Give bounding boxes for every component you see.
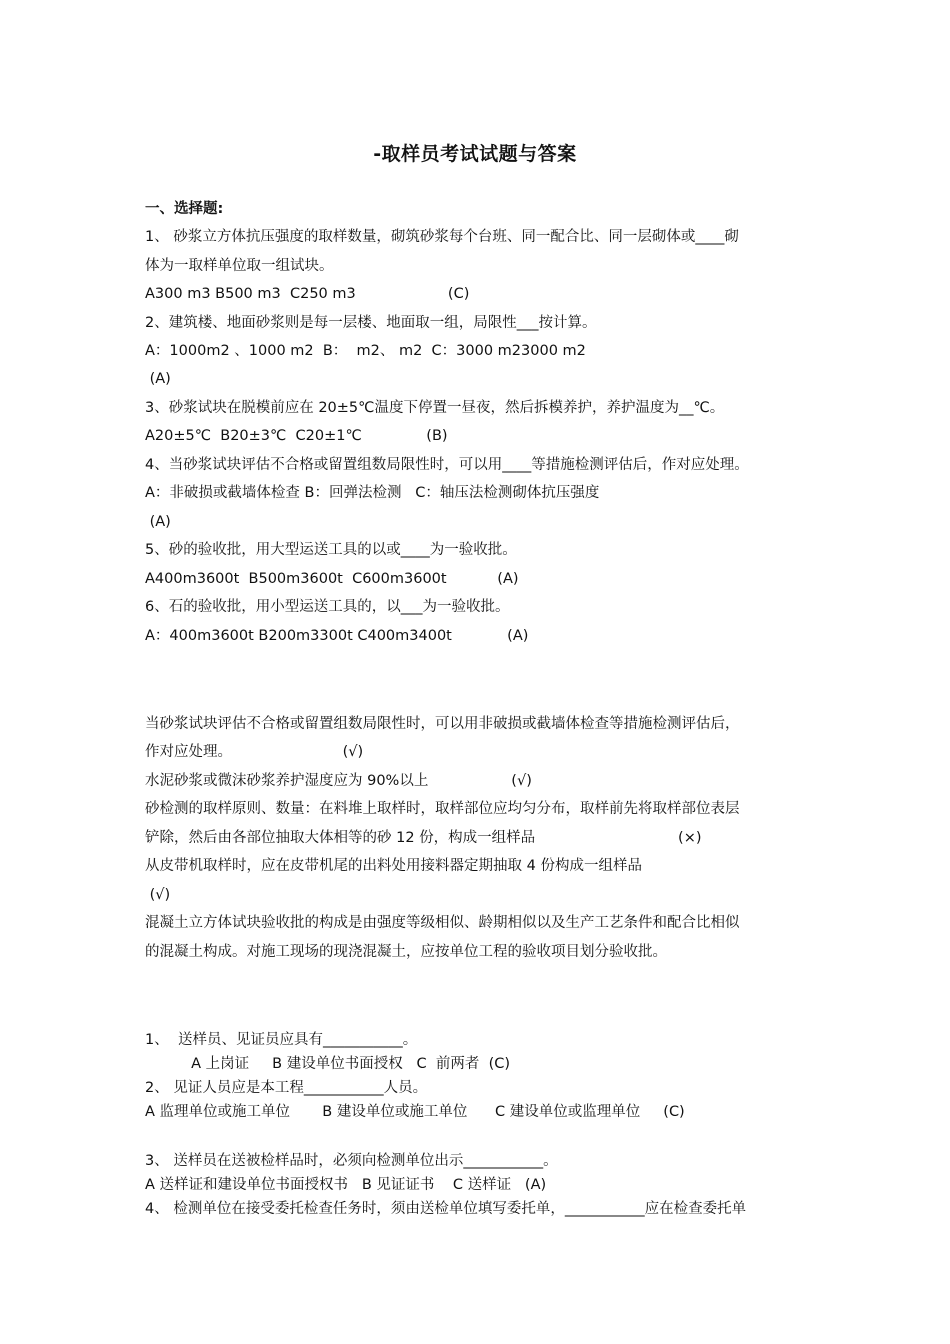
text-line: 1、 送样员、见证员应具有___________。: [145, 1032, 418, 1048]
text-line: 2、建筑楼、地面砂浆则是每一层楼、地面取一组，局限性___按计算。: [145, 315, 597, 331]
text-line: 砂检测的取样原则、数量：在料堆上取样时，取样部位应均匀分布，取样前先将取样部位表层: [145, 801, 740, 817]
text-line: 作对应处理。 (√): [145, 744, 364, 760]
text-line: A20±5℃ B20±3℃ C20±1℃ (B): [145, 428, 448, 444]
text-line: 2、 见证人员应是本工程___________人员。: [145, 1080, 428, 1096]
text-line: 的混凝土构成。对施工现场的现浇混凝土，应按单位工程的验收项目划分验收批。: [145, 944, 667, 960]
text-line: 水泥砂浆或微沫砂浆养护湿度应为 90%以上 (√): [145, 773, 532, 789]
text-line: (A): [145, 514, 171, 530]
section-heading: 一、选择题:: [145, 201, 224, 217]
text-line: (A): [145, 371, 171, 387]
text-line: 4、当砂浆试块评估不合格或留置组数局限性时，可以用____等措施检测评估后，作对应处理。: [145, 457, 749, 473]
text-line: 混凝土立方体试块验收批的构成是由强度等级相似、龄期相似以及生产工艺条件和配合比相似: [145, 915, 740, 931]
text-line: 4、 检测单位在接受委托检查任务时，须由送检单位填写委托单，___________应在检查委托单: [145, 1201, 747, 1217]
text-line: A：400m3600t B200m3300t C400m3400t (A): [145, 628, 529, 644]
text-line: 3、砂浆试块在脱模前应在 20±5℃温度下停置一昼夜，然后拆模养护，养护温度为__℃。: [145, 400, 725, 416]
text-line: A400m3600t B500m3600t C600m3600t (A): [145, 571, 519, 587]
text-line: (√): [145, 887, 171, 903]
text-line: 5、砂的验收批，用大型运送工具的以或____为一验收批。: [145, 542, 517, 558]
text-line: 铲除，然后由各部位抽取大体相等的砂 12 份，构成一组样品 (×): [145, 830, 702, 846]
text-line: A 送样证和建设单位书面授权书 B 见证证书 C 送样证 (A): [145, 1177, 547, 1193]
text-line: 体为一取样单位取一组试块。: [145, 258, 334, 274]
document-title: -取样员考试试题与答案: [373, 143, 577, 165]
text-line: A：非破损或截墙体检查 B：回弹法检测 C：轴压法检测砌体抗压强度: [145, 485, 600, 501]
text-line: 3、 送样员在送被检样品时，必须向检测单位出示___________。: [145, 1153, 558, 1169]
text-line: A 上岗证 B 建设单位书面授权 C 前两者 (C): [145, 1056, 511, 1072]
text-line: A300 m3 B500 m3 C250 m3 (C): [145, 286, 470, 302]
text-line: 当砂浆试块评估不合格或留置组数局限性时，可以用非破损或截墙体检查等措施检测评估后，: [145, 716, 740, 732]
text-line: 1、 砂浆立方体抗压强度的取样数量，砌筑砂浆每个台班、同一配合比、同一层砌体或____砌: [145, 229, 739, 245]
text-line: A 监理单位或施工单位 B 建设单位或施工单位 C 建设单位或监理单位 (C): [145, 1104, 685, 1120]
text-line: A：1000m2 、1000 m2 B： m2、 m2 C：3000 m23000 m2: [145, 343, 586, 359]
text-line: 从皮带机取样时，应在皮带机尾的出料处用接料器定期抽取 4 份构成一组样品: [145, 858, 642, 874]
text-line: 6、石的验收批，用小型运送工具的，以___为一验收批。: [145, 599, 510, 615]
